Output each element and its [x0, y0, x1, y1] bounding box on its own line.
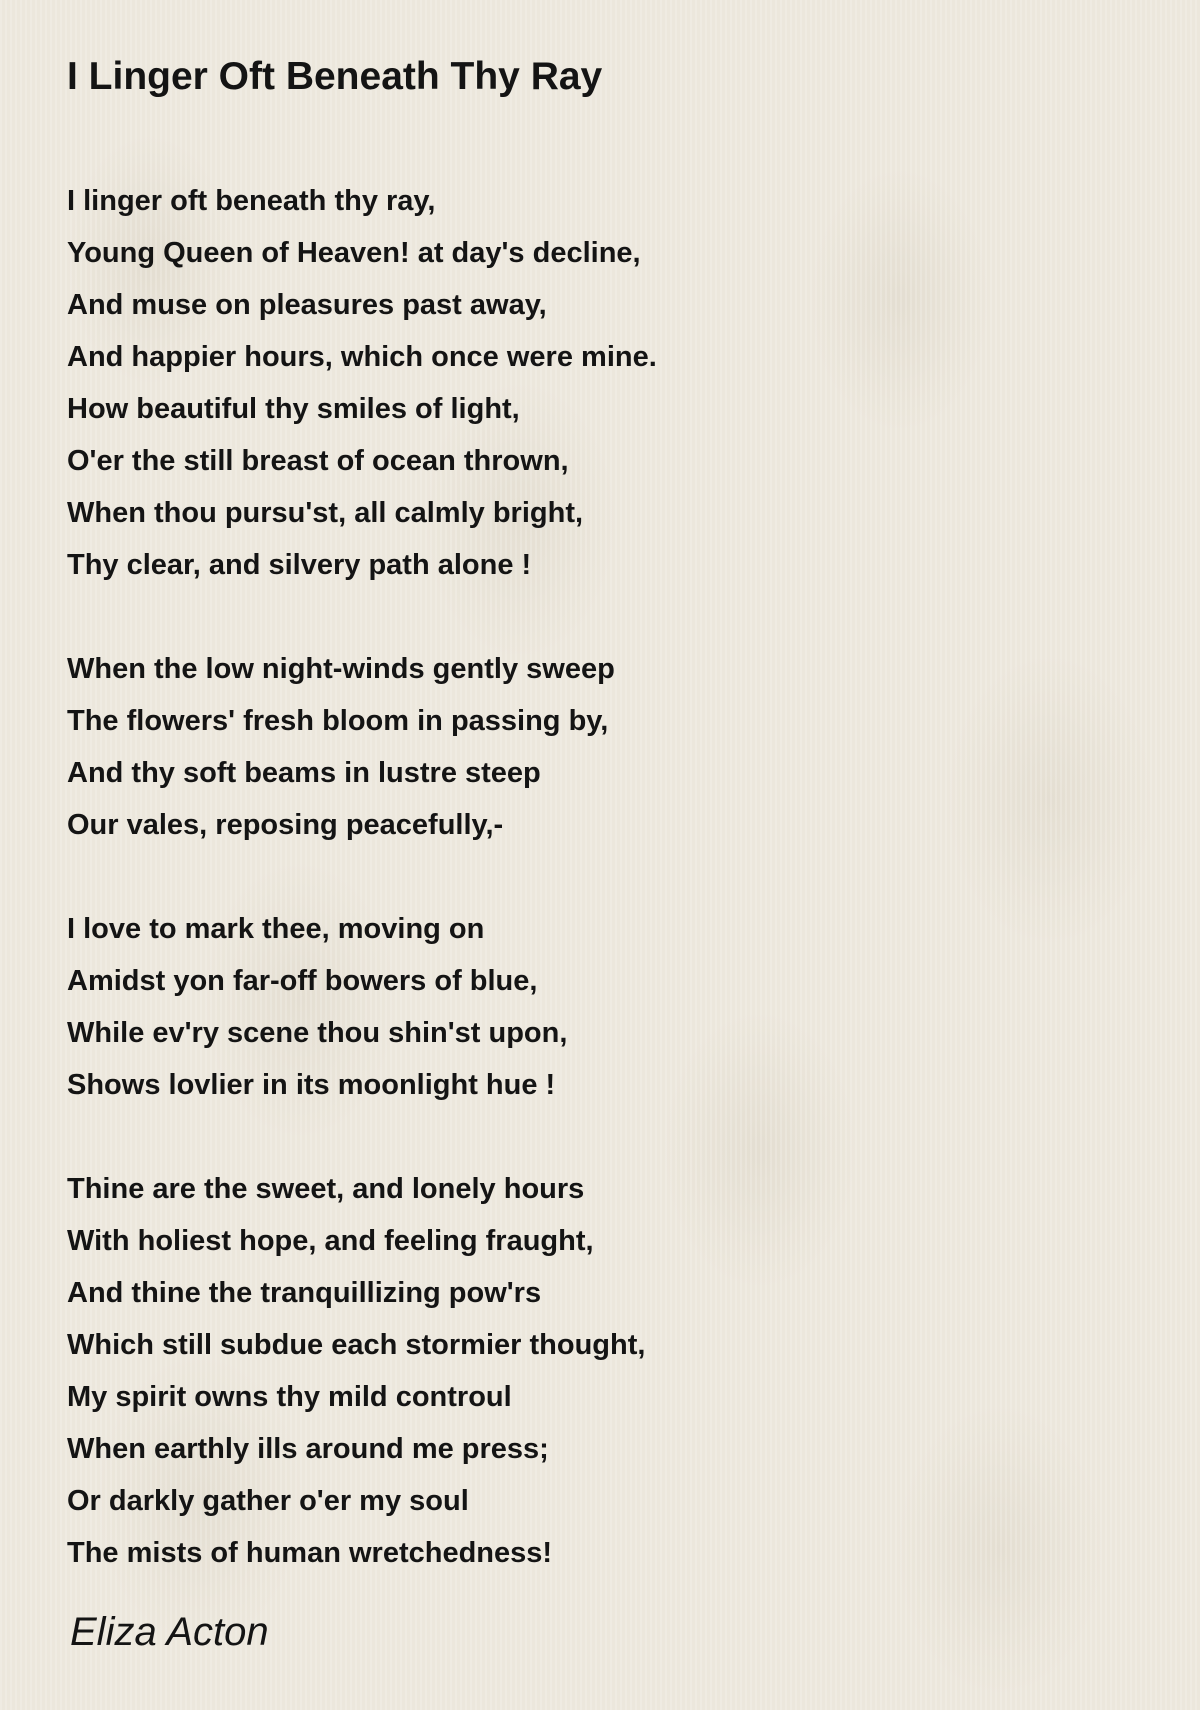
stanza-3 — [67, 903, 1147, 1111]
poem-line: When the low night-winds gently sweep — [67, 653, 615, 685]
poem-line: The flowers' fresh bloom in passing by, — [67, 705, 609, 737]
poem-line: O'er the still breast of ocean thrown, — [67, 445, 569, 477]
poem-line: While ev'ry scene thou shin'st upon, — [67, 1017, 568, 1049]
poem-line: When thou pursu'st, all calmly bright, — [67, 497, 584, 529]
poem-page — [67, 50, 1147, 1631]
poem-line: Young Queen of Heaven! at day's decline, — [67, 237, 641, 269]
poem-body — [67, 175, 1147, 1579]
poem-line: And thine the tranquillizing pow'rs — [67, 1277, 542, 1309]
poem-line: I linger oft beneath thy ray, — [67, 185, 436, 217]
poem-line: And thy soft beams in lustre steep — [67, 757, 541, 789]
poem-line: I love to mark thee, moving on — [67, 913, 485, 945]
stanza-4 — [67, 1163, 1147, 1579]
poem-line: Thy clear, and silvery path alone ! — [67, 549, 532, 581]
poem-line: And muse on pleasures past away, — [67, 289, 547, 321]
poem-line: Shows lovlier in its moonlight hue ! — [67, 1069, 556, 1101]
poem-line: And happier hours, which once were mine. — [67, 341, 657, 373]
stanza-1 — [67, 175, 1147, 591]
poem-title: I Linger Oft Beneath Thy Ray — [67, 55, 603, 98]
poem-author: Eliza Acton — [70, 1610, 269, 1654]
poem-line: My spirit owns thy mild controul — [67, 1381, 512, 1413]
stanza-2 — [67, 643, 1147, 851]
poem-line: When earthly ills around me press; — [67, 1433, 549, 1465]
poem-line: With holiest hope, and feeling fraught, — [67, 1225, 594, 1257]
poem-line: Which still subdue each stormier thought, — [67, 1329, 646, 1361]
poem-line: Thine are the sweet, and lonely hours — [67, 1173, 585, 1205]
poem-line: The mists of human wretchedness! — [67, 1537, 553, 1569]
poem-line: How beautiful thy smiles of light, — [67, 393, 520, 425]
poem-line: Our vales, reposing peacefully,- — [67, 809, 504, 841]
poem-line: Amidst yon far-off bowers of blue, — [67, 965, 538, 997]
poem-line: Or darkly gather o'er my soul — [67, 1485, 469, 1517]
